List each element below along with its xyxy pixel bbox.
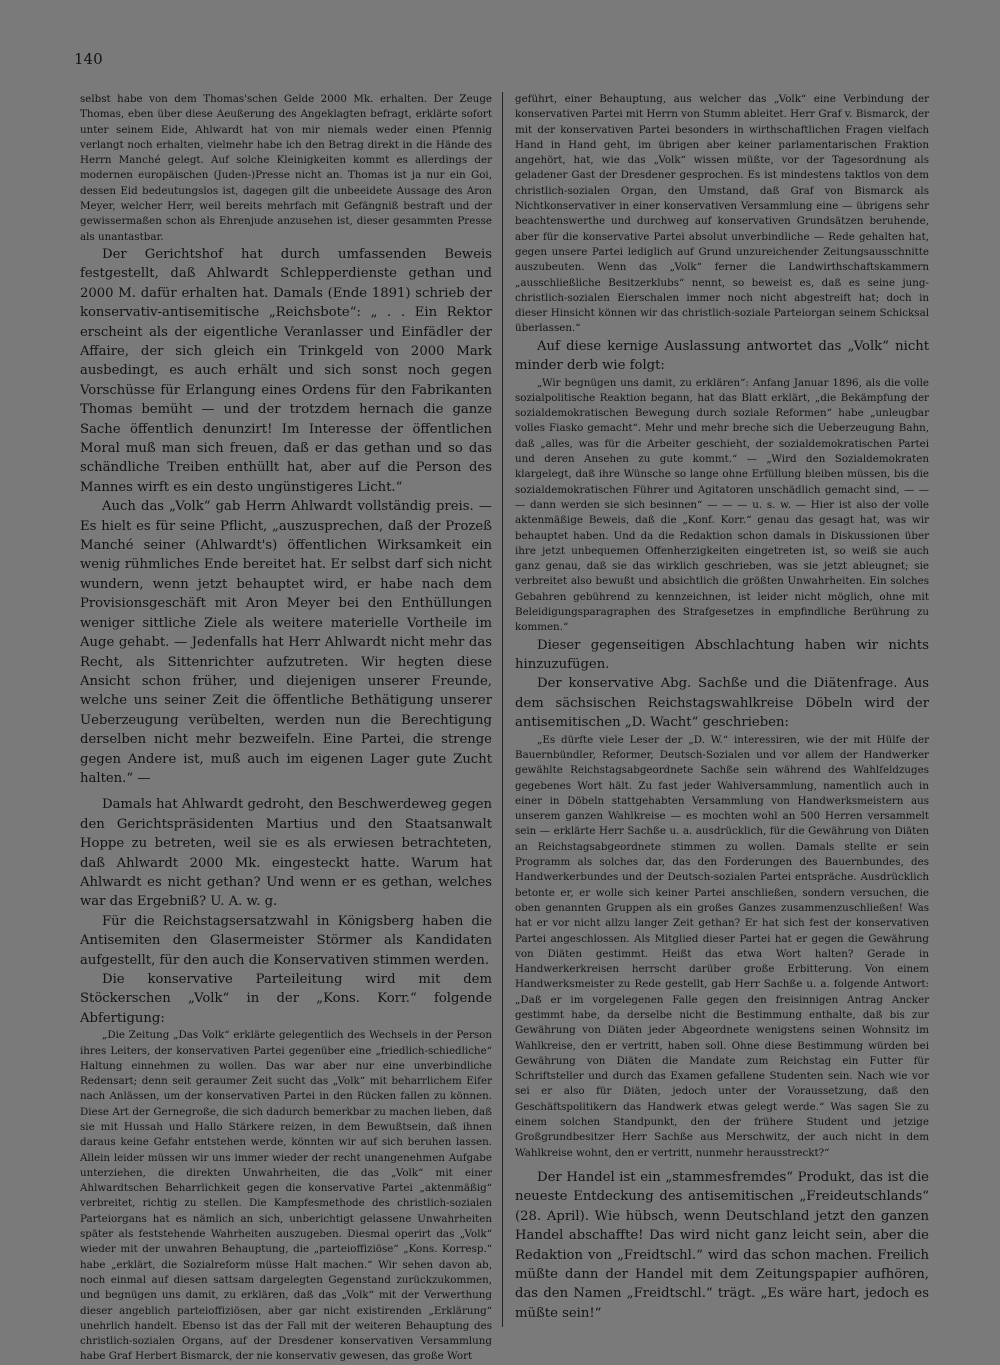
quoted-paragraph: „Wir begnügen uns damit, zu erklären“: Anfang Januar 1896, als die volle sozialpolitische Reaktion begann, hat das Blatt erklärt, „die Bekämpfung der sozialdemokratischen Bewegung durch soziale Reformen“ habe „unleugbar volles Fiasko gemacht“. Mehr und mehr breche sich die Ueberzeugung Bahn, daß „alles, was für die Arbeiter geschieht, der sozialdemokratischen Partei und deren Ansehen zu gute kommt.“ — „Wird den Sozialdemokraten klargelegt, daß ihre Wünsche so lange ohne Erfüllung bleiben müssen, bis die sozialdemokratischen Führer und Agitatoren unschädlich gemacht sind, — — — dann werden sie sich besinnen“ — — — u. s. w. — Hier ist also der volle aktenmäßige Beweis, daß die „Konf. Korr.“ genau das gesagt hat, was wir behauptet haben. Und da die Redaktion schon damals in Diskussionen über ihre jetzt unbequemen Offenherzigkeiten eingetreten ist, so weiß sie auch ganz genau, daß sie das wirklich geschrieben, was sie jetzt ableugnet; sie verbreitet also bewußt und absichtlich die größten Unwahrheiten. Ein solches Gebahren gebührend zu kennzeichnen, ist leider nicht möglich, ohne mit Beleidigungsparagraphen des Strafgesetzes in empfindliche Berührung zu kommen.“ xyxy=(515,376,929,634)
paragraph: Die konservative Parteileitung wird mit dem Stöckerschen „Volk“ in der „Kons. Korr.“ folgende Abfertigung: xyxy=(80,972,492,1026)
paragraph: Der Gerichtshof hat durch umfassenden Beweis festgestellt, daß Ahlwardt Schlepperdienste gethan und 2000 M. dafür erhalten hat. Damals (Ende 1891) schrieb der konservativ-antisemitische „Reichsbote“: „ . . Ein Rektor erscheint als der eigentliche Veranlasser und Einfädler der Affaire, der sich gleich ein Trinkgeld von 2000 Mark ausbedingt, es auch erhält und sich sonst noch gegen Vorschüsse für Erlangung eines Ordens für den Fabrikanten Thomas bemüht — und der trotzdem hernach die ganze Sache öffentlich denunzirt! Im Interesse der öffentlichen Moral muß man sich freuen, daß er das gethan und so das schändliche Treiben enthüllt hat, aber auf die Person des Mannes wirft es ein desto ungünstigeres Licht.“ xyxy=(80,246,492,495)
paragraph: selbst habe von dem Thomas'schen Gelde 2000 Mk. erhalten. Der Zeuge Thomas, eben über diese Aeußerung des Angeklagten befragt, erklärte sofort unter seinem Eide, Ahlwardt hat von mir niemals weder einen Pfennig verlangt noch erhalten, vielmehr habe ich den Betrag direkt in die Hände des Herrn Manché gelegt. Auf solche Kleinigkeiten kommt es allerdings der modernen europäischen (Juden-)Presse nicht an. Thomas ist ja nur ein Goi, dessen Eid bedeutungslos ist, dagegen gilt die unbeeidete Aussage des Aron Meyer, welcher Herr, weil bereits mehrfach mit Gefängniß bestraft und der gewissermaßen schon als Ehrenjude anzusehen ist, dieser gesammten Presse als unantastbar. xyxy=(80,93,492,243)
paragraph: Der konservative Abg. Sachße und die Diätenfrage. Aus dem sächsischen Reichstagswahlkreise Döbeln wird der antisemitischen „D. Wacht“ geschrieben: xyxy=(515,676,929,731)
paragraph: Dieser gegenseitigen Abschlachtung haben wir nichts hinzuzufügen. xyxy=(515,637,929,673)
paragraph: Der Handel ist ein „stammesfremdes“ Produkt, das ist die neueste Entdeckung des antisemitischen „Freideutschlands“ (28. April). Wie hübsch, wenn Deutschland jetzt den ganzen Handel abschaffte! Das wird nicht ganz leicht sein, aber die Redaktion von „Freidtschl.“ wird das schon machen. Freilich müßte dann der Handel mit dem Zeitungspapier aufhören, das den Namen „Freidtschl.“ trägt. „Es wäre hart, jedoch es müßte sein!“ xyxy=(515,1169,929,1321)
column-divider xyxy=(502,92,503,1327)
quoted-paragraph: geführt, einer Behauptung, aus welcher das „Volk“ eine Verbindung der konservativen Partei mit Herrn von Stumm ableitet. Herr Graf v. Bismarck, der mit der konservativen Partei besonders in wirthschaftlichen Fragen vielfach Hand in Hand geht, im übrigen aber keiner parlamentarischen Fraktion angehört, hat, wie das „Volk“ wissen müßte, vor der Tagesordnung als geladener Gast der Dresdener gesprochen. Es ist mindestens taktlos von dem christlich-sozialen Organ, den Umstand, daß Graf von Bismarck als Nichtkonservativer in einer konservativen Versammlung eine — übrigens sehr beachtenswerthe und durchweg auf konservativen Grundsätzen beruhende, aber für die konservative Partei absolut unverbindliche — Rede gehalten hat, gegen unsere Partei lediglich auf Grund unzureichender Zeitungsausschnitte auszubeuten. Wenn das „Volk“ ferner die Landwirthschaftskammern „ausschließliche Besitzerklubs“ nennt, so beweist es, daß es seine jung-christlich-sozialen Eierschalen immer noch nicht abgestreift hat; doch in dieser Hinsicht können wir das christlich-soziale Parteiorgan seinem Schicksal überlassen.“ xyxy=(515,93,929,335)
paragraph: Damals hat Ahlwardt gedroht, den Beschwerdeweg gegen den Gerichtspräsidenten Martius und den Staatsanwalt Hoppe zu betreten, weil sie es als erwiesen betrachteten, daß Ahlwardt 2000 Mk. eingesteckt hatte. Warum hat Ahlwardt es nicht gethan? Und wenn er es gethan, welches war das Ergebniß? U. A. w. g. xyxy=(80,797,492,910)
paragraph: Auf diese kernige Auslassung antwortet das „Volk“ nicht minder derb wie folgt: xyxy=(515,338,929,374)
paragraph: Auch das „Volk“ gab Herrn Ahlwardt vollständig preis. — Es hielt es für seine Pflicht, „auszusprechen, daß der Prozeß Manché seiner (Ahlwardt's) öffentlichen Wirksamkeit ein wenig rühmliches Ende bereitet hat. Er selbst darf sich nicht wundern, wenn jetzt behauptet wird, er habe nach dem Provisionsgeschäft mit Aron Meyer bei den Enthüllungen weniger sittliche Ziele als weitere materielle Vortheile im Auge gehabt. — Jedenfalls hat Herr Ahlwardt nicht mehr das Recht, als Sittenrichter aufzutreten. Wir hegten diese Ansicht schon früher, und diejenigen unserer Freunde, welche uns seiner Zeit die öffentliche Bethätigung unserer Ueberzeugung verübelten, werden nun die Berechtigung derselben nicht mehr bezweifeln. Eine Partei, die strenge gegen Andere ist, muß auch im eigenen Lager gute Zucht halten.“ — xyxy=(80,499,492,786)
quoted-paragraph: „Es dürfte viele Leser der „D. W.“ interessiren, wie der mit Hülfe der Bauernbündler, Reformer, Deutsch-Sozialen und vor allem der Handwerker gewählte Reichstagsabgeordnete Sachße sein während des Wahlfeldzuges gegebenes Wort hält. Zu fast jeder Wahlversammlung, namentlich auch in einer in Döbeln stattgehabten Versammlung von Handwerksmeistern aus unserem ganzen Wahlkreise — es mochten wohl an 500 Herren versammelt sein — erklärte Herr Sachße u. a. ausdrücklich, für die Gewährung von Diäten an Reichstagsabgeordnete stimmen zu wollen. Damals stellte er sein Programm als solches dar, das den Forderungen des Bauernbundes, des Handwerkerbundes und der Deutsch-sozialen Partei entspräche. Ausdrücklich betonte er, er wolle sich keiner Partei anschließen, sondern versuchen, die oben genannten Gruppen als ein großes Ganzes zusammenzuschließen! Was hat er vor nicht allzu langer Zeit gethan? Er hat sich fest der konservativen Partei angeschlossen. Als Mitglied dieser Partei hat er gegen die Gewährung von Diäten gestimmt. Heißt das etwa Wort halten? Gerade in Handwerkerkreisen herrscht darüber große Erbitterung. Von einem Handwerksmeister zu Rede gestellt, gab Herr Sachße u. a. folgende Antwort: „Daß er im vorgelegenen Falle gegen den freisinnigen Antrag Ancker gestimmt habe, da derselbe nicht die Bestimmung enthalte, daß bis zur Gewährung von Diäten jeder Abgeordnete wenigstens seinen Wohnsitz im Wahlkreise, den er vertritt, haben soll. Ohne diese Bestimmung würden bei Gewährung von Diäten die Mandate zum Reichstag ein Futter für Schriftsteller und durch das Examen gefallene Studenten sein. Nach wie vor sei er also für Diäten, jedoch unter der Voraussetzung, daß den Geschäftspolitikern das Handwerk etwas gelegt werde.“ Was sagen Sie zu einem solchen Standpunkt, den der frühere Student und jetzige Großgrundbesitzer Herr Sachße aus Merschwitz, der auch nicht in dem Wahlkreise wohnt, den er vertritt, nunmehr herausstreckt?“ xyxy=(515,733,929,1159)
left-column xyxy=(80,92,492,1365)
right-column xyxy=(515,92,929,1323)
quoted-paragraph: „Die Zeitung „Das Volk“ erklärte gelegentlich des Wechsels in der Person ihres Leiters, der konservativen Partei gegenüber eine „friedlich-schiedliche“ Haltung einnehmen zu wollen. Das war aber nur eine unverbindliche Redensart; denn seit geraumer Zeit sucht das „Volk“ mit beharrlichem Eifer nach Anlässen, um der konservativen Partei in den Rücken fallen zu können. Diese Art der Gernegroße, die sich dadurch bemerkbar zu machen lieben, daß sie mit Hussah und Hallo Stärkere reizen, in dem Bewußtsein, daß ihnen daraus keine Gefahr entstehen werde, könnten wir auf sich beruhen lassen. Allein leider müssen wir uns immer wieder der recht unangenehmen Aufgabe unterziehen, die direkten Unwahrheiten, die das „Volk“ mit einer Ahlwardtschen Beharrlichkeit gegen die konservative Partei „aktenmäßig“ verbreitet, richtig zu stellen. Die Kampfesmethode des christlich-sozialen Parteiorgans hat es nämlich an sich, unberichtigt gelassene Unwahrheiten später als feststehende Wahrheiten auszugeben. Diesmal operirt das „Volk“ wieder mit der unwahren Behauptung, die „parteioffiziöse“ „Kons. Korresp.“ habe „erklärt, die Sozialreform müsse Halt machen.“ Wir sehen davon ab, noch einmal auf diesen sattsam dargelegten Gegenstand zurückzukommen, und begnügen uns damit, zu erklären, daß das „Volk“ mit der Verwerthung dieser angeblich parteioffiziösen, aber gar nicht existirenden „Erklärung“ unehrlich handelt. Ebenso ist das der Fall mit der weiteren Behauptung des christlich-sozialen Organs, auf der Dresdener konservativen Versammlung habe Graf Herbert Bismarck, der nie konservativ gewesen, das große Wort xyxy=(80,1029,492,1363)
paragraph: Für die Reichstagsersatzwahl in Königsberg haben die Antisemiten den Glasermeister Störmer als Kandidaten aufgestellt, für den auch die Konservativen stimmen werden. xyxy=(80,913,492,968)
page-number: 140 xyxy=(74,50,103,68)
